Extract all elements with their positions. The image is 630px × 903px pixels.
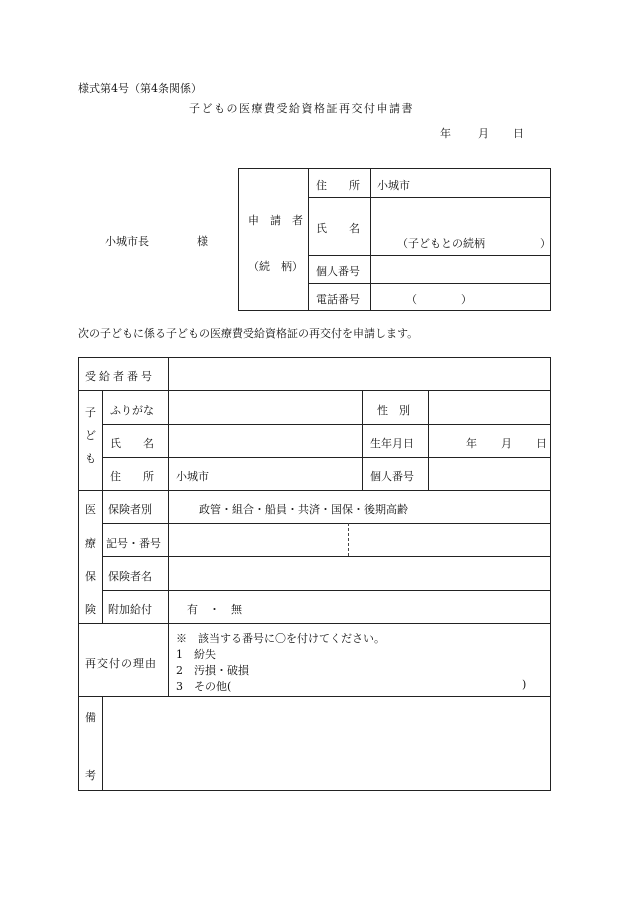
insurer-name-field[interactable] <box>176 563 546 583</box>
birth-year-label: 年 <box>466 437 477 450</box>
applicant-address-value[interactable]: 小城市 <box>377 179 410 192</box>
symbol-number-label: 記号・番号 <box>106 537 161 550</box>
insurer-name-label: 保険者名 <box>108 570 152 583</box>
birth-day-label: 日 <box>536 437 547 450</box>
child-section-char-3: も <box>85 452 96 465</box>
gender-label: 性 別 <box>377 404 410 417</box>
child-personal-number-label: 個人番号 <box>370 470 414 483</box>
reason-option-3[interactable]: 3 その他( <box>176 680 232 693</box>
form-title: 子どもの医療費受給資格証再交付申請書 <box>189 102 414 115</box>
birthdate-label: 生年月日 <box>370 437 414 450</box>
applicant-address-label: 住 所 <box>316 179 360 192</box>
insurance-section-char-3: 保 <box>85 570 96 583</box>
child-address-value[interactable]: 小城市 <box>176 470 209 483</box>
number-field[interactable] <box>355 530 545 550</box>
reason-option-2[interactable]: 2 汚損・破損 <box>176 664 249 677</box>
mayor-label: 小城市長 <box>105 235 149 248</box>
relation-label: （続 柄） <box>248 260 303 273</box>
insurance-section-char-4: 険 <box>85 603 96 616</box>
form-number: 様式第4号（第4条関係） <box>78 82 202 95</box>
reason-note: ※ 該当する番号に〇を付けてください。 <box>176 632 385 645</box>
remarks-label-bottom: 考 <box>85 769 96 782</box>
insurer-type-label: 保険者別 <box>108 503 152 516</box>
additional-benefit-label: 附加給付 <box>108 603 152 616</box>
date-day-label: 日 <box>513 127 524 140</box>
recipient-number-field[interactable] <box>176 366 546 386</box>
intro-text: 次の子どもに係る子どもの医療費受給資格証の再交付を申請します。 <box>78 327 419 340</box>
child-address-label: 住 所 <box>110 470 154 483</box>
child-name-field[interactable] <box>176 431 356 451</box>
applicant-personal-number-label: 個人番号 <box>316 265 360 278</box>
additional-benefit-options[interactable]: 有 ・ 無 <box>187 603 242 616</box>
applicant-name-label: 氏 名 <box>316 222 360 235</box>
furigana-label: ふりがな <box>110 404 154 417</box>
remarks-label-top: 備 <box>85 711 96 724</box>
reason-option-3-close: ) <box>522 678 527 691</box>
gender-field[interactable] <box>434 398 544 418</box>
recipient-number-label: 受給者番号 <box>85 370 155 383</box>
child-section-char-1: 子 <box>85 406 96 419</box>
child-personal-number-field[interactable] <box>434 463 544 483</box>
remarks-field[interactable] <box>108 702 544 784</box>
child-relation-field[interactable]: （子どもとの続柄 ） <box>397 237 551 250</box>
reason-option-1[interactable]: 1 紛失 <box>176 648 216 661</box>
symbol-field[interactable] <box>176 530 341 550</box>
reason-label: 再交付の理由 <box>85 657 157 670</box>
applicant-phone-label: 電話番号 <box>316 293 360 306</box>
furigana-field[interactable] <box>176 398 356 418</box>
insurance-section-char-1: 医 <box>85 503 96 516</box>
date-year-label: 年 <box>440 127 451 140</box>
date-month-label: 月 <box>478 127 489 140</box>
honorific-label: 様 <box>197 235 208 248</box>
insurer-type-options[interactable]: 政管・組合・船員・共済・国保・後期高齢 <box>199 503 408 516</box>
child-name-label: 氏 名 <box>110 437 154 450</box>
applicant-label: 申 請 者 <box>248 214 303 227</box>
insurance-section-char-2: 療 <box>85 537 96 550</box>
birth-month-label: 月 <box>501 437 512 450</box>
child-section-char-2: ど <box>85 429 96 442</box>
applicant-phone-field[interactable]: （ ） <box>406 293 472 306</box>
